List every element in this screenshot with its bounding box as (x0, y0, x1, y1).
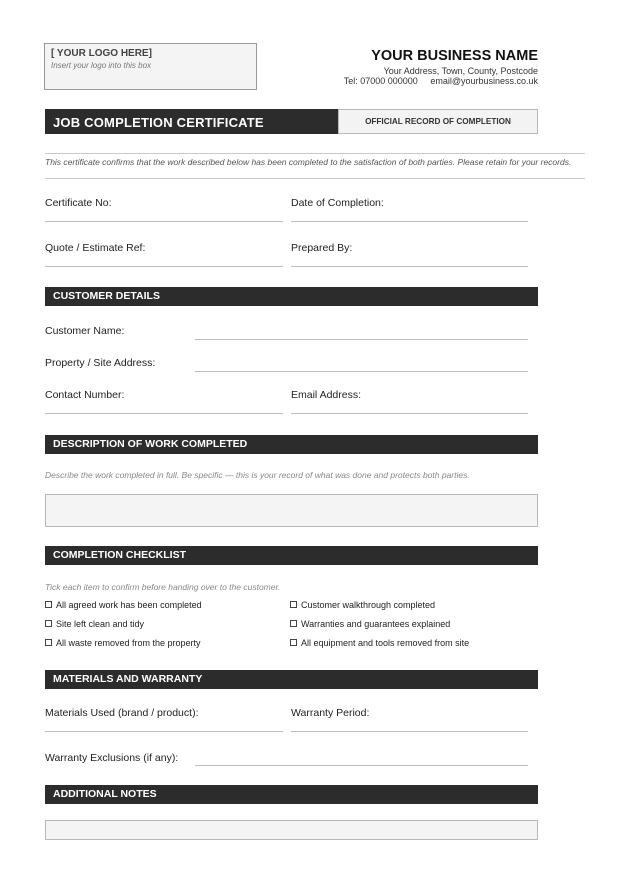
checklist-item-label: Warranties and guarantees explained (301, 619, 451, 629)
business-contact (344, 76, 538, 86)
quote-ref-field[interactable] (45, 266, 283, 267)
checklist-heading: COMPLETION CHECKLIST (53, 549, 186, 561)
customer-details-heading: CUSTOMER DETAILS (53, 290, 160, 302)
email-address-field[interactable] (291, 413, 528, 414)
materials-used-label: Materials Used (brand / product): (45, 707, 199, 719)
checklist-item-label: Customer walkthrough completed (301, 600, 436, 610)
intro-top-rule (45, 153, 585, 154)
warranty-exclusions-label: Warranty Exclusions (if any): (45, 752, 179, 764)
warranty-period-field[interactable] (291, 731, 528, 732)
checkbox-icon[interactable] (290, 601, 297, 608)
description-hint: Describe the work completed in full. Be specific — this is your record of what was done and protects both parties. (45, 470, 470, 480)
checklist-item-label: All equipment and tools removed from site (301, 638, 470, 648)
checklist-item[interactable] (290, 600, 435, 610)
site-address-field[interactable] (195, 371, 528, 372)
official-record-label: OFFICIAL RECORD OF COMPLETION (365, 117, 511, 126)
checkbox-icon[interactable] (290, 620, 297, 627)
contact-number-field[interactable] (45, 413, 283, 414)
description-heading: DESCRIPTION OF WORK COMPLETED (53, 438, 248, 450)
intro-bottom-rule (45, 178, 585, 179)
intro-statement: This certificate confirms that the work described below has been completed to the satisfaction of both parties. Please retain for your records. (45, 157, 572, 167)
notes-heading: ADDITIONAL NOTES (53, 788, 157, 800)
logo-placeholder-hint: Insert your logo into this box (51, 61, 152, 70)
business-phone: Tel: 07000 000000 (343, 76, 418, 86)
checklist-item-label: All waste removed from the property (56, 638, 201, 648)
checklist-item[interactable] (45, 638, 201, 648)
date-of-completion-field[interactable] (291, 221, 528, 222)
customer-name-field[interactable] (195, 339, 528, 340)
checklist-item[interactable] (45, 619, 144, 629)
certificate-no-label: Certificate No: (45, 197, 112, 209)
checklist-item[interactable] (290, 619, 450, 629)
checklist-item-label: Site left clean and tidy (56, 619, 145, 629)
checklist-hint: Tick each item to confirm before handing over to the customer. (45, 582, 281, 592)
materials-heading: MATERIALS AND WARRANTY (53, 673, 203, 685)
logo-placeholder-title: [ YOUR LOGO HERE] (51, 48, 152, 59)
checkbox-icon[interactable] (45, 639, 52, 646)
checkbox-icon[interactable] (45, 601, 52, 608)
prepared-by-label: Prepared By: (291, 242, 353, 254)
checklist-item[interactable] (45, 600, 202, 610)
checklist-item[interactable] (290, 638, 469, 648)
date-of-completion-label: Date of Completion: (291, 197, 384, 209)
email-address-label: Email Address: (291, 389, 362, 401)
warranty-period-label: Warranty Period: (291, 707, 370, 719)
notes-textbox[interactable] (45, 820, 538, 840)
business-address: Your Address, Town, County, Postcode (383, 66, 538, 76)
customer-name-label: Customer Name: (45, 325, 125, 337)
checkbox-icon[interactable] (290, 639, 297, 646)
contact-number-label: Contact Number: (45, 389, 125, 401)
business-name: YOUR BUSINESS NAME (371, 48, 538, 64)
quote-ref-label: Quote / Estimate Ref: (45, 242, 146, 254)
warranty-exclusions-field[interactable] (195, 765, 528, 766)
materials-used-field[interactable] (45, 731, 283, 732)
checklist-item-label: All agreed work has been completed (56, 600, 202, 610)
site-address-label: Property / Site Address: (45, 357, 156, 369)
certificate-no-field[interactable] (45, 221, 283, 222)
document-title: JOB COMPLETION CERTIFICATE (53, 115, 264, 130)
checkbox-icon[interactable] (45, 620, 52, 627)
description-textbox[interactable] (45, 494, 538, 527)
prepared-by-field[interactable] (291, 266, 528, 267)
business-email: email@yourbusiness.co.uk (430, 76, 538, 86)
